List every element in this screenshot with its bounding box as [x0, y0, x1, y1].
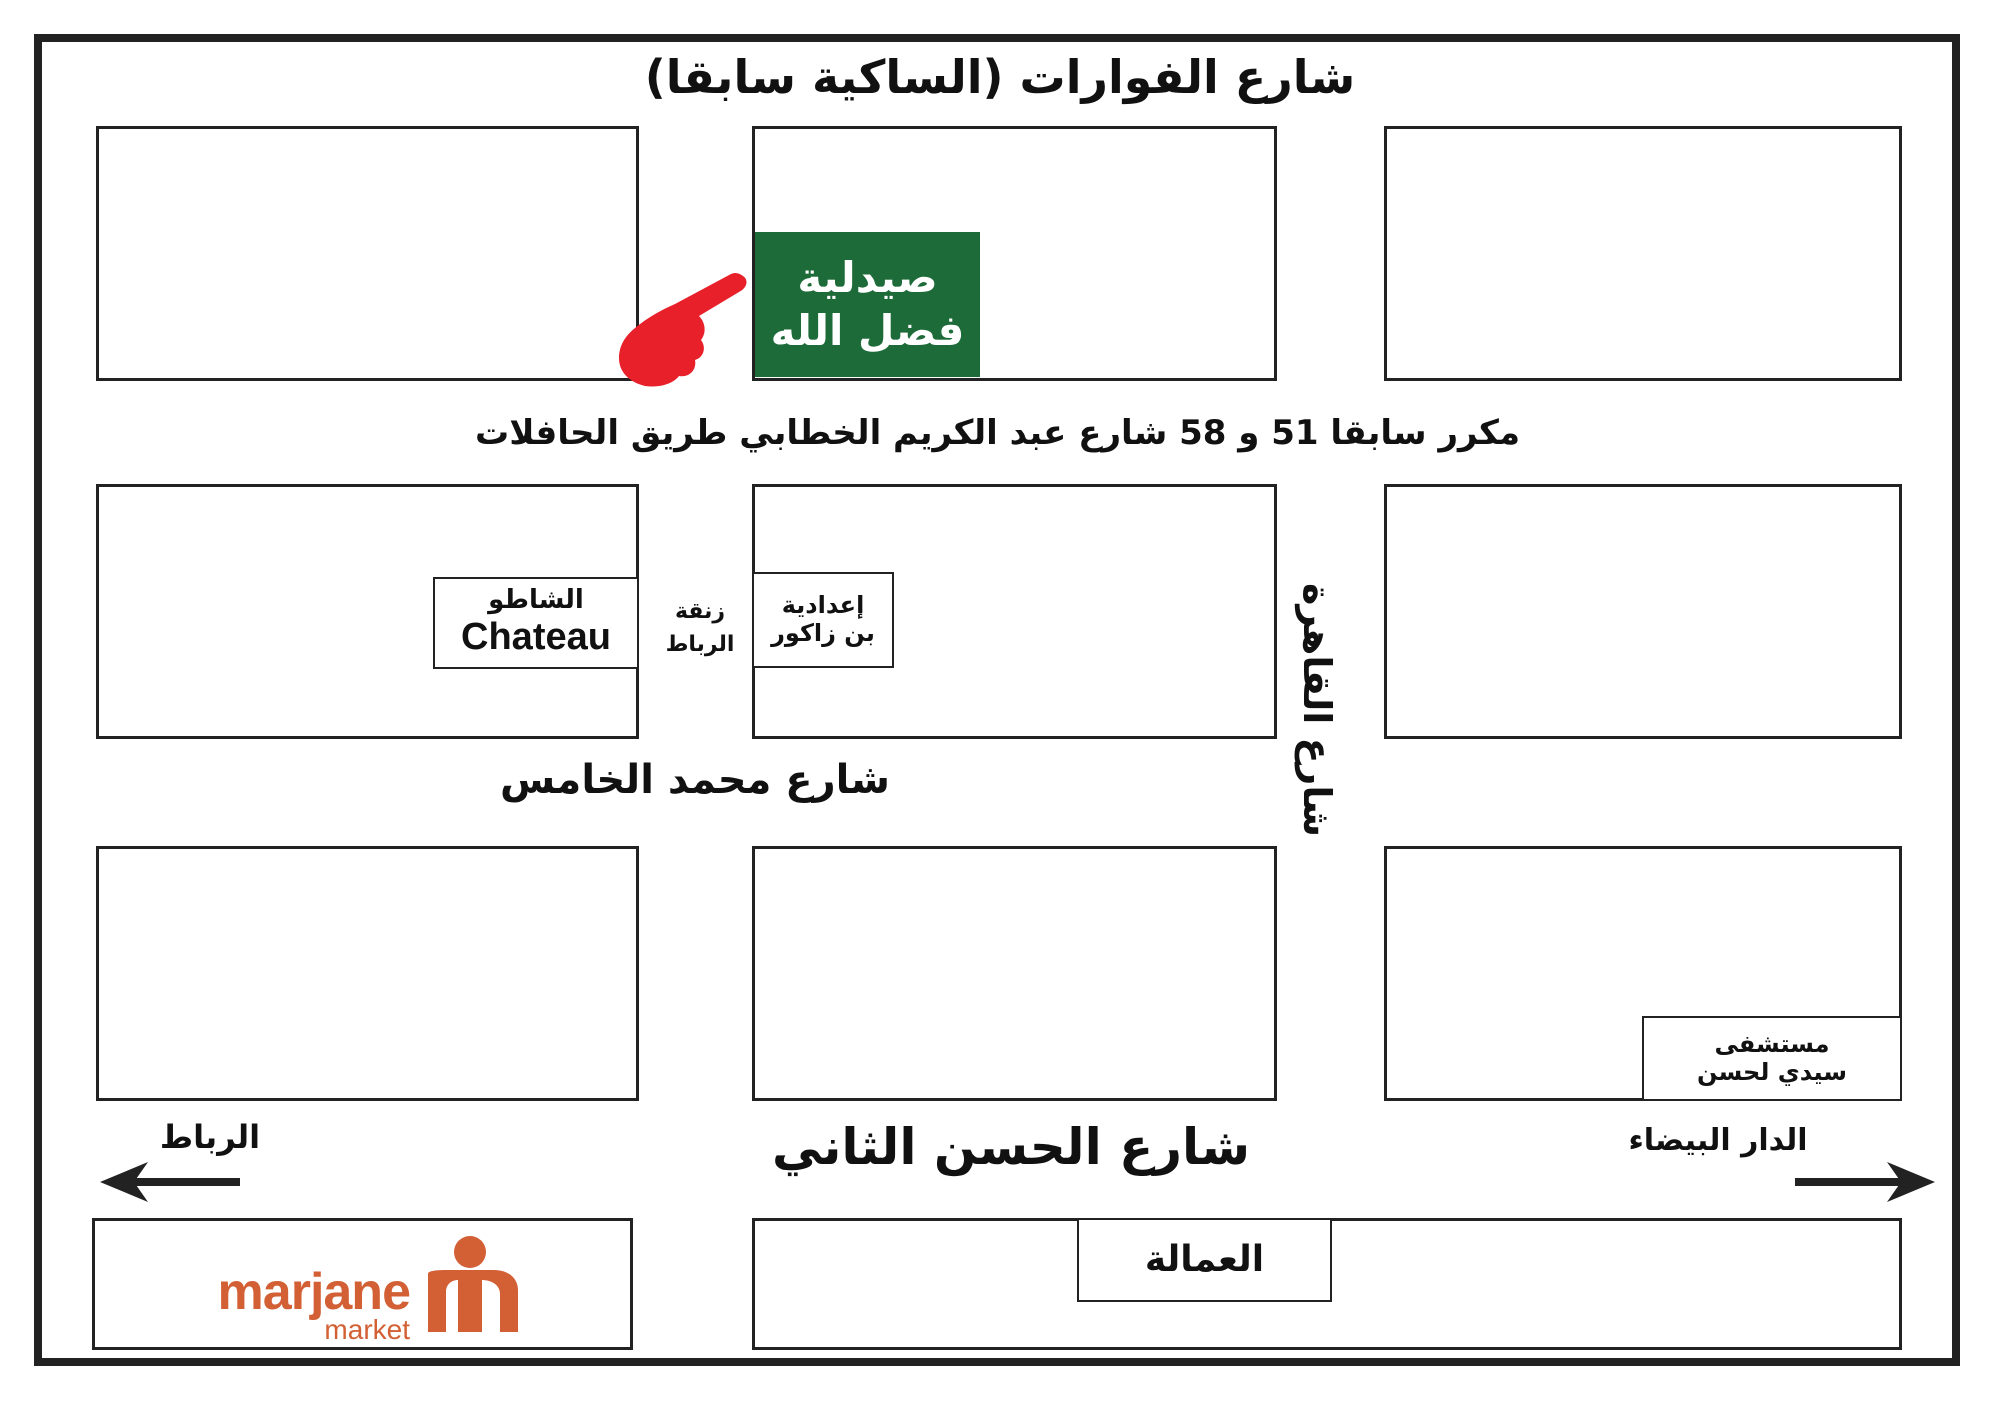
street-vertical-label: شارع القاهرة [1295, 582, 1340, 838]
street-lower: شارع محمد الخامس [500, 757, 890, 803]
block-top-left [96, 126, 639, 381]
school-line2: بن زاكور [771, 619, 875, 647]
alley-line1: زنقة [674, 599, 726, 624]
direction-right-label: الدار البيضاء [1628, 1123, 1808, 1158]
alley-line2: الرباط [665, 632, 735, 657]
prefecture-box [1077, 1218, 1332, 1302]
direction-left-label: الرباط [159, 1118, 261, 1156]
pharmacy-line2: فضل الله [770, 305, 965, 355]
school-line1: إعدادية [781, 591, 865, 620]
pharmacy-line1: صيدلية [797, 253, 938, 302]
prefecture-label: العمالة [1144, 1239, 1265, 1281]
street-bottom: شارع الحسن الثاني [772, 1118, 1250, 1176]
chateau-en: Chateau [461, 616, 611, 659]
street-top: شارع الفوارات (الساكية سابقا) [644, 50, 1356, 104]
chateau-box [433, 577, 639, 669]
block-lower-center [752, 846, 1277, 1101]
pharmacy-sign [755, 232, 980, 377]
street-middle: مكرر سابقا 51 و 58 شارع عبد الكريم الخطابي طريق الحافلات [475, 413, 1520, 453]
block-middle-right [1384, 484, 1902, 739]
alley-label [655, 595, 745, 661]
pointing-hand-icon [615, 262, 755, 392]
school-box [752, 572, 894, 668]
street-vertical [1282, 582, 1352, 838]
hospital-box [1642, 1016, 1902, 1101]
marjane-logo [200, 1232, 530, 1345]
block-lower-left [96, 846, 639, 1101]
hospital-line1: مستشفى [1714, 1029, 1830, 1058]
marjane-logo-name: marjane [217, 1263, 410, 1321]
arrow-right-icon [1790, 1160, 1935, 1204]
marjane-m-icon [426, 1232, 521, 1332]
marjane-logo-sub: market [324, 1314, 410, 1345]
chateau-ar: الشاطو [488, 585, 584, 616]
block-top-right [1384, 126, 1902, 381]
hospital-line2: سيدي لحسن [1697, 1057, 1847, 1086]
arrow-left-icon [100, 1160, 245, 1204]
